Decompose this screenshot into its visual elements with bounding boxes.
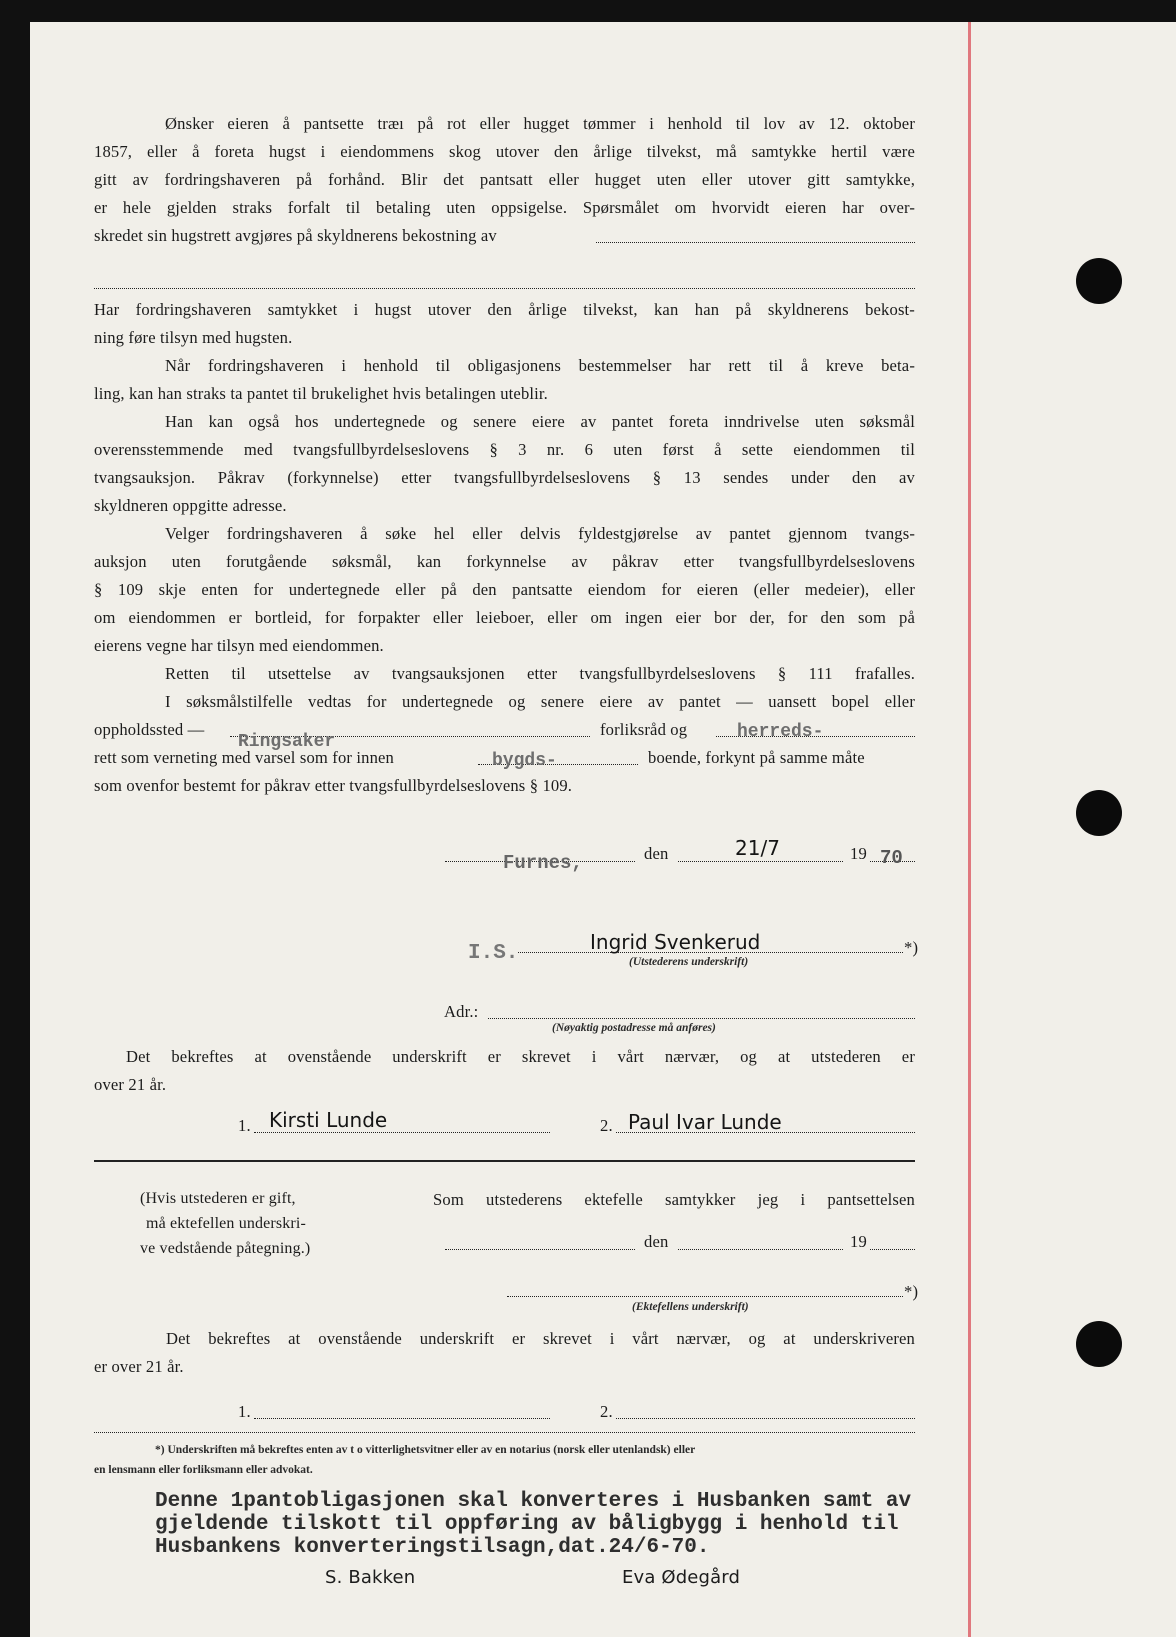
text-line: Det bekreftes at ovenstående underskrift er skrevet i vårt nærvær, og at utstederen er [126,1047,915,1066]
typed-ringsaker: Ringsaker [238,732,336,752]
text-line: som ovenfor bestemt for påkrav etter tvangsfullbyrdelseslovens § 109. [94,776,573,795]
fill-line [596,242,915,243]
text-line: gitt av fordringshaveren på forhånd. Blir det pantsatt eller hugget uten eller utover gitt samtykke, [94,170,915,189]
text-line: om eiendommen er bortleid, for forpakter eller leieboer, eller om ingen eier bor der, for den som på [94,608,915,627]
spouse-place-fill-line [445,1249,635,1250]
text-line: § 109 skje enten for undertegnede eller på den pantsatte eiendom for eieren (eller medeier), eller [94,580,915,599]
spouse-signature-caption: (Ektefellens underskrift) [632,1301,749,1313]
text-line: forliksråd og [600,720,688,739]
den-label: den [644,844,669,863]
text-line: oppholdssted — [94,720,205,739]
text-line: tvangsauksjon. Påkrav (forkynnelse) etter tvangsfullbyrdelseslovens § 13 sendes under den av [94,468,915,487]
text-line: Velger fordringshaveren å søke hel eller delvis fyldestgjørelse av pantet gjennom tvangs- [165,524,915,543]
footnote-line: en lensmann eller forliksmann eller advokat. [94,1464,313,1476]
text-line: Det bekreftes at ovenstående underskrift er skrevet i vårt nærvær, og at underskriveren [166,1329,915,1348]
bottom-signature-left: S. Bakken [325,1567,416,1588]
den-label: den [644,1232,669,1251]
text-line: eierens vegne har tilsyn med eiendommen. [94,636,384,655]
witness-fill-line [254,1418,550,1419]
text-line: er over 21 år. [94,1357,184,1376]
typed-note-line: Husbankens konverteringstilsagn,dat.24/6-70. [155,1536,710,1559]
witness-fill-line [616,1418,915,1419]
typed-initials: I.S. [468,942,519,965]
footnote-line: *) Underskriften må bekreftes enten av t o vitterlighetsvitner eller av en notarius (norsk eller utenlandsk) eller [155,1444,696,1456]
text-line: rett som verneting med varsel som for innen [94,748,394,767]
witness-fill-line [254,1132,550,1133]
witness-number: 2. [600,1402,613,1421]
spouse-signature-fill-line [507,1296,903,1297]
text-line: skyldneren oppgitte adresse. [94,496,287,515]
typed-herreds: herreds- [737,722,824,742]
punch-hole-top [1076,258,1122,304]
witness-number: 1. [238,1402,251,1421]
fill-line [94,288,915,289]
witness-signature-2: Paul Ivar Lunde [628,1110,782,1134]
typed-note-line: gjeldende tilskott til oppføring av båligbygg i henhold til [155,1513,899,1536]
signature-caption: (Utstederens underskrift) [629,956,749,968]
spouse-year-fill-line [870,1249,915,1250]
text-line: skredet sin hugstrett avgjøres på skyldnerens bekostning av [94,226,497,245]
witness-number: 1. [238,1116,251,1135]
address-caption: (Nøyaktig postadresse må anføres) [552,1022,716,1034]
witness-signature-1: Kirsti Lunde [269,1108,388,1132]
year-prefix: 19 [850,844,867,863]
date-fill-line [678,861,843,862]
punch-hole-middle [1076,790,1122,836]
text-line: Har fordringshaveren samtykket i hugst utover den årlige tilvekst, kan han på skyldnerens bekost- [94,300,915,319]
clause-retten: Retten til utsettelse av tvangsauksjonen etter tvangsfullbyrdelseslovens § 111 frafalles. [165,664,915,683]
text-line: boende, forkynt på samme måte [648,748,865,767]
spouse-date-fill-line [678,1249,843,1250]
spouse-note-line: må ektefellen underskri- [146,1215,306,1232]
spouse-note-line: (Hvis utstederen er gift, [140,1190,296,1207]
document-page [30,22,1176,1637]
text-line: Når fordringshaveren i henhold til obligasjonens bestemmelser har rett til å kreve beta- [165,356,915,375]
margin-line [968,22,971,1637]
address-label: Adr.: [444,1002,479,1021]
footnote-marker: *) [904,938,919,957]
handwritten-date: 21/7 [735,836,780,860]
handwritten-signature: Ingrid Svenkerud [590,930,761,954]
text-line: Ønsker eieren å pantsette træı på rot eller hugget tømmer i henhold til lov av 12. oktober [165,114,915,133]
footnote-separator [94,1432,915,1433]
text-line: er hele gjelden straks forfalt til betaling uten oppsigelse. Spørsmålet om hvorvidt eieren har over- [94,198,915,217]
typed-place: Furnes, [503,852,583,874]
section-divider [94,1160,915,1162]
year-prefix: 19 [850,1232,867,1251]
text-line: over 21 år. [94,1075,167,1094]
text-line: I søksmålstilfelle vedtas for undertegnede og senere eiere av pantet — uansett bopel eller [165,692,915,711]
bottom-signature-right: Eva Ødegård [622,1567,741,1588]
address-fill-line [488,1018,915,1019]
text-line: 1857, eller å foreta hugst i eiendommens skog utover den årlige tilvekst, må samtykke hertil være [94,142,915,161]
typed-bygds: bygds- [492,751,557,771]
spouse-note-line: ve vedstående påtegning.) [140,1240,311,1257]
punch-hole-bottom [1076,1321,1122,1367]
footnote-marker: *) [904,1282,919,1301]
spouse-consent-text: Som utstederens ektefelle samtykker jeg i pantsettelsen [433,1190,915,1209]
typed-note-line: Denne 1pantobligasjonen skal konverteres i Husbanken samt av [155,1490,912,1513]
witness-number: 2. [600,1116,613,1135]
text-line: ning føre tilsyn med hugsten. [94,328,293,347]
typed-year: 70 [880,847,903,869]
text-line: overensstemmende med tvangsfullbyrdelseslovens § 3 nr. 6 uten først å sette eiendommen til [94,440,915,459]
text-line: auksjon uten forutgående søksmål, kan forkynnelse av påkrav etter tvangsfullbyrdelseslovens [94,552,915,571]
text-line: Han kan også hos undertegnede og senere eiere av pantet foreta inndrivelse uten søksmål [165,412,915,431]
text-line: ling, kan han straks ta pantet til brukelighet hvis betalingen uteblir. [94,384,548,403]
